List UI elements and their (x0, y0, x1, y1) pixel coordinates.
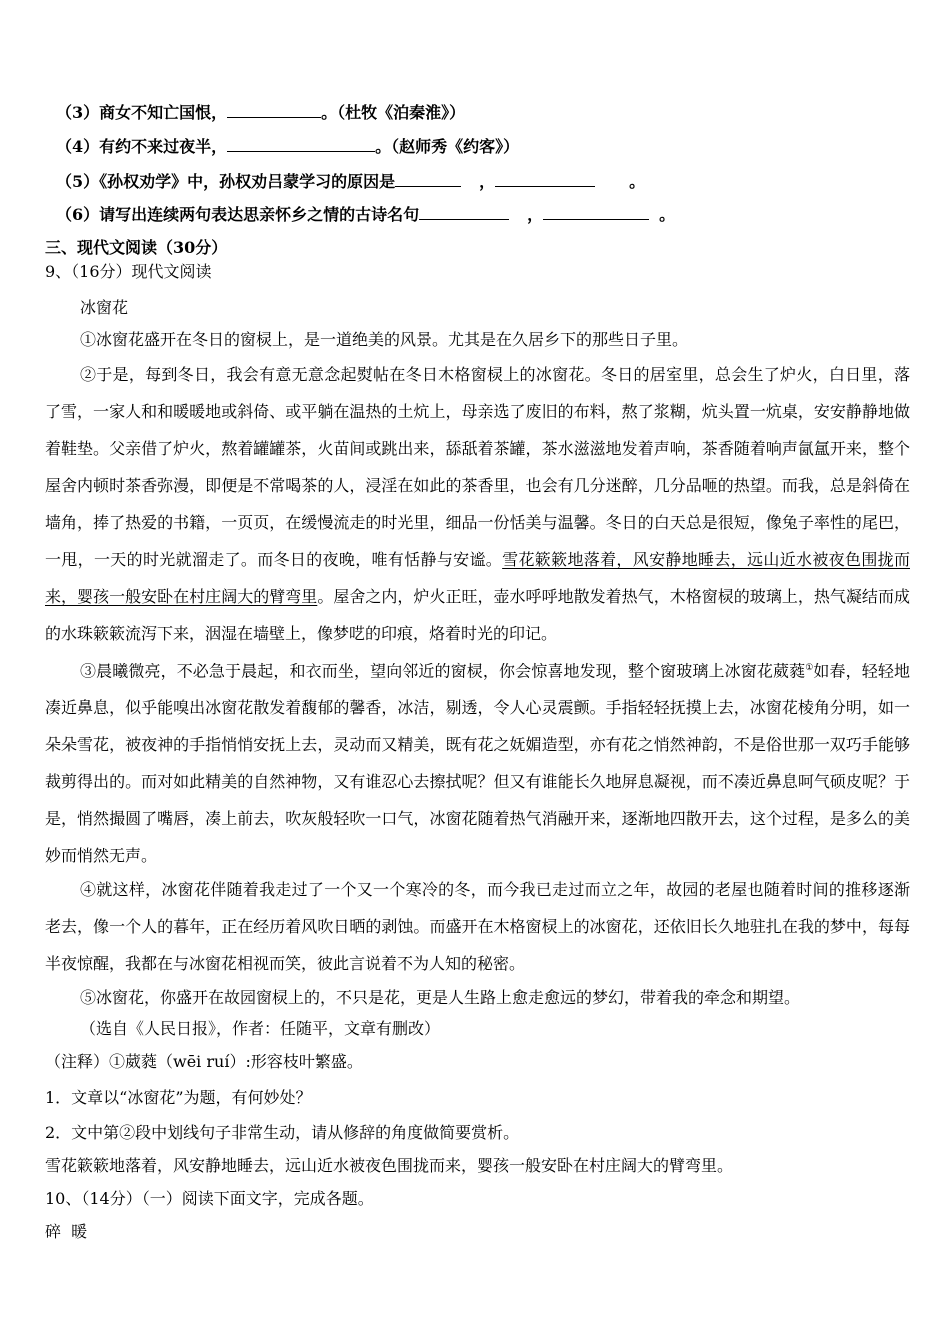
question-5-separator: ， (479, 172, 496, 191)
section-heading: 三、现代文阅读（30分） (45, 238, 228, 257)
question-5-label: （5）《孙权劝学》中，孙权劝吕蒙学习的原因是 (56, 172, 396, 191)
question-6-suffix: 。 (659, 205, 676, 224)
question-6-label: （6）请写出连续两句表达思亲怀乡之情的古诗名句 (56, 205, 420, 224)
question-10-header: 10、（14分）（一）阅读下面文字，完成各题。 (45, 1189, 374, 1208)
question-6-blank-2[interactable] (543, 203, 649, 220)
question-5-blank-1[interactable] (395, 170, 461, 187)
sub-question-2: 2．文中第②段中划线句子非常生动，请从修辞的角度做简要赏析。 (45, 1123, 520, 1142)
question-6 (56, 203, 675, 226)
sub-question-1: 1．文章以“冰窗花”为题，有何妙处？ (45, 1088, 312, 1107)
paragraph-2-underlined-sentence: 雪花簌簌地落着，风安静地睡去，远山近水被夜色围拢而来，婴孩一般安卧在村庄阔大的臂弯里 (45, 550, 910, 606)
paragraph-4-text: ④就这样，冰窗花伴随着我走过了一个又一个寒冷的冬，而今我已走过而立之年，故园的老屋也随着时间的推移逐渐老去，像一个人的暮年，正在经历着风吹日晒的剥蚀。而盛开在木格窗棂上的冰窗花，还依旧长久地驻扎在我的梦中，每每半夜惊醒，我都在与冰窗花相视而笑，彼此言说着不为人知的秘密。 (45, 880, 910, 973)
paragraph-4 (45, 871, 910, 982)
question-5 (56, 170, 645, 193)
paragraph-2 (45, 356, 910, 652)
question-4-label: （4）有约不来过夜半， (56, 137, 228, 156)
question-4 (56, 135, 519, 158)
question-3-suffix: 。（杜牧《泊秦淮》） (321, 103, 466, 122)
paragraph-2-text-a: ②于是，每到冬日，我会有意无意念起熨帖在冬日木格窗棂上的冰窗花。冬日的居室里，总会生了炉火，白日里，落了雪，一家人和和暖暖地或斜倚、或平躺在温热的土炕上，母亲选了废旧的布料，熬了浆糊，炕头置一炕桌，安安静静地做着鞋垫。父亲借了炉火，熬着罐罐茶，火苗间或跳出来，舔舐着茶罐，茶水滋滋地发着声响，茶香随着响声氤氲开来，整个屋舍内顿时茶香弥漫，即便是不常喝茶的人，浸淫在如此的茶香里，也会有几分迷醉，几分品咂的热望。而我，总是斜倚在墙角，捧了热爱的书籍，一页页，在缓慢流走的时光里，细品一份恬美与温馨。冬日的白天总是很短，像兔子率性的尾巴，一甩，一天的时光就溜走了。而冬日的夜晚，唯有恬静与安谧。 (45, 365, 910, 569)
question-4-suffix: 。（赵师秀《约客》） (375, 137, 520, 156)
question-6-separator: ， (527, 205, 544, 224)
paragraph-3-text-a: ③晨曦微亮，不必急于晨起，和衣而坐，望向邻近的窗棂，你会惊喜地发现，整个窗玻璃上冰窗花葳蕤 (80, 661, 806, 681)
question-4-blank[interactable] (227, 135, 375, 152)
question-3-blank[interactable] (227, 101, 321, 118)
question-3-label: （3）商女不知亡国恨， (56, 103, 228, 122)
question-5-blank-2[interactable] (495, 170, 595, 187)
article-source: （选自《人民日报》，作者：任随平，文章有删改） (80, 1019, 441, 1038)
footnote-marker: ① (805, 663, 814, 673)
paragraph-5: ⑤冰窗花，你盛开在故园窗棂上的，不只是花，更是人生路上愈走愈远的梦幻，带着我的牵念和期望。 (80, 988, 801, 1007)
question-9-header: 9、（16分）现代文阅读 (45, 262, 212, 281)
question-10-article-title: 碎 暖 (45, 1222, 88, 1241)
paragraph-3 (45, 650, 910, 874)
article-title: 冰窗花 (80, 298, 129, 317)
question-5-suffix: 。 (629, 172, 646, 191)
paragraph-1: ①冰窗花盛开在冬日的窗棂上，是一道绝美的风景。尤其是在久居乡下的那些日子里。 (80, 330, 689, 349)
paragraph-3-text-b: 如春，轻轻地凑近鼻息，似乎能嗅出冰窗花散发着馥郁的馨香，冰洁，剔透，令人心灵震颤。手指轻轻抚摸上去，冰窗花棱角分明，如一朵朵雪花，被夜神的手指悄悄安抚上去，灵动而又精美，既有花之妩媚造型，亦有花之悄然神韵，不是俗世那一双巧手能够裁剪得出的。而对如此精美的自然神物，又有谁忍心去擦拭呢？但又有谁能长久地屏息凝视，而不凑近鼻息呵气硕皮呢？于是，悄然撮圆了嘴唇，凑上前去，吹灰般轻吹一口气，冰窗花随着热气消融开来，逐渐地四散开去，这个过程，是多么的美妙而悄然无声。 (45, 661, 910, 866)
quoted-sentence: 雪花簌簌地落着，风安静地睡去，远山近水被夜色围拢而来，婴孩一般安卧在村庄阔大的臂弯里。 (45, 1156, 734, 1175)
question-6-blank-1[interactable] (419, 203, 509, 220)
annotation-note: （注释）①葳蕤（wēi ruí）:形容枝叶繁盛。 (45, 1052, 363, 1071)
question-3 (56, 101, 465, 124)
paragraph-2-text-b: 。屋舍之内，炉火正旺，壶水呼呼地散发着热气，木格窗棂的玻璃上，热气凝结而成的水珠簌簌流泻下来，洇湿在墙壁上，像梦呓的印痕，烙着时光的印记。 (45, 587, 910, 643)
